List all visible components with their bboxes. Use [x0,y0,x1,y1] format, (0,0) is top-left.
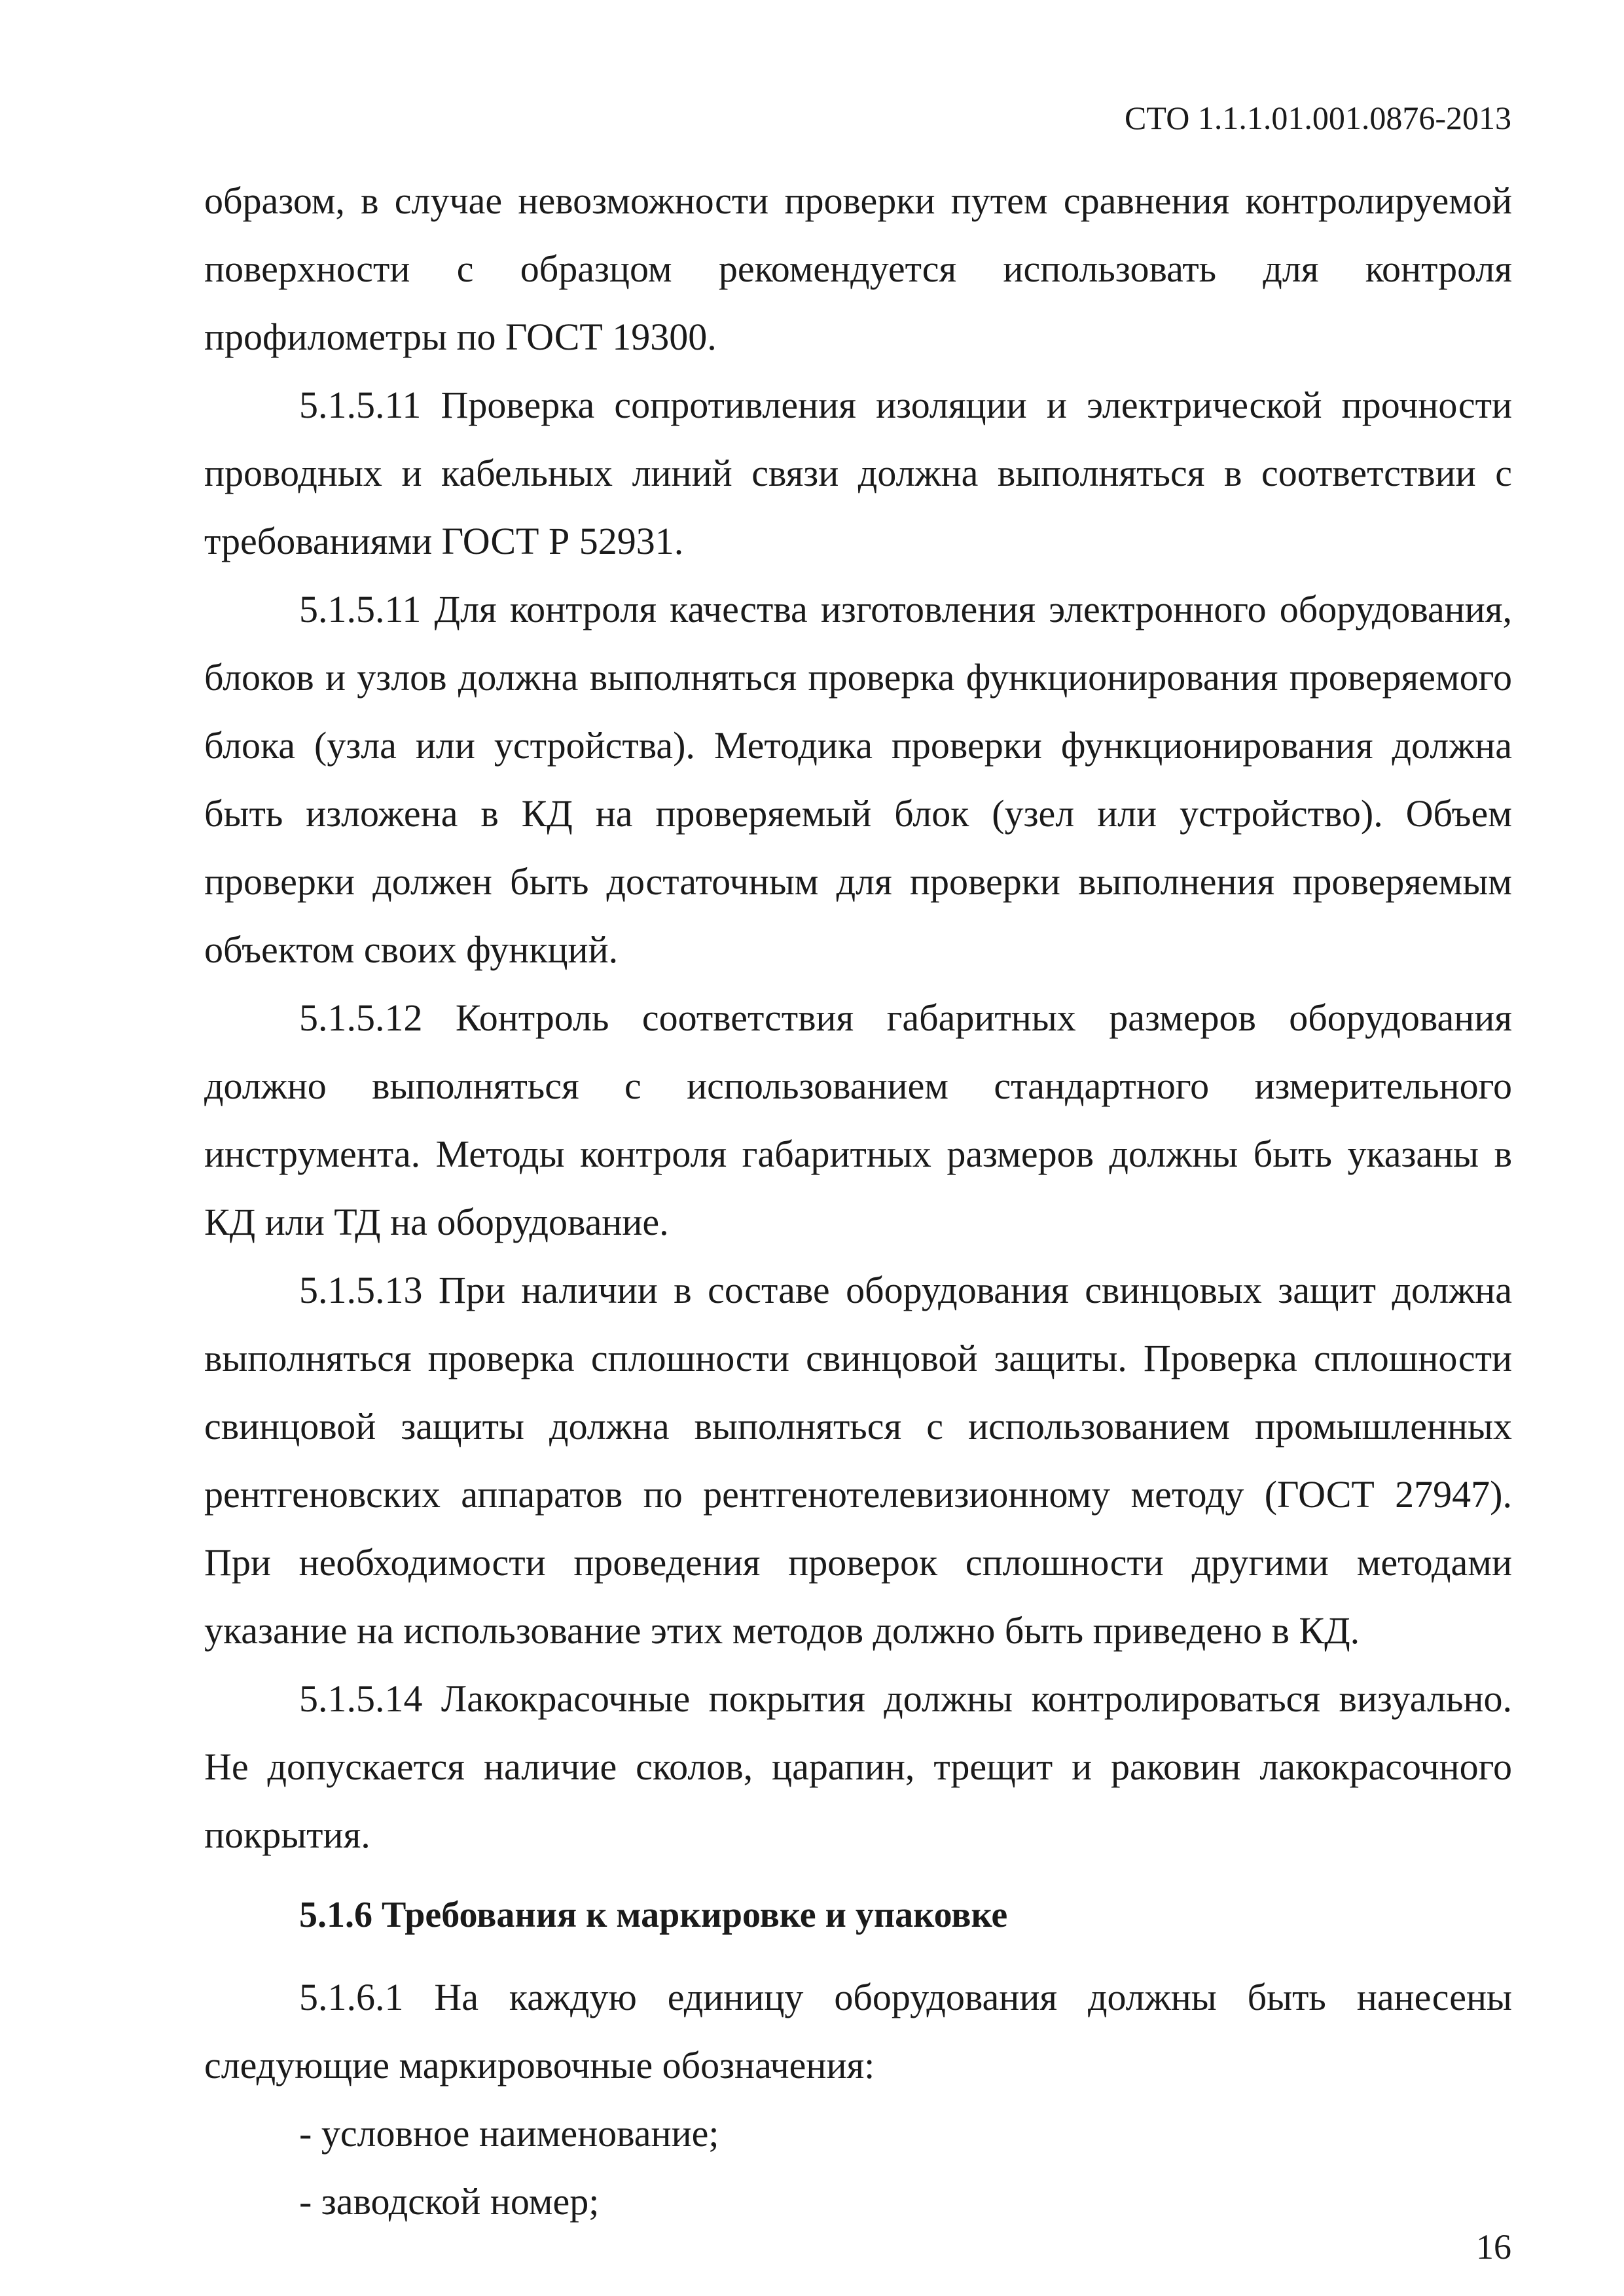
paragraph-5-1-5-13: 5.1.5.13 При наличии в составе оборудования свинцовых защит должна выполняться проверка сплошности свинцовой защиты. Проверка сплошности свинцовой защиты должна выполняться с использованием промышленных рентгеновских аппаратов по рентгенотелевизионному методу (ГОСТ 27947). При необходимости проведения проверок сплошности другими методами указание на использование этих методов должно быть приведено в КД. [204,1269,1512,1652]
list-item: - заводской номер; [299,2180,600,2223]
paragraph-5-1-5-11-functional-check: 5.1.5.11 Для контроля качества изготовления электронного оборудования, блоков и узлов должна выполняться проверка функционирования проверяемого блока (узла или устройства). Методика проверки функционирования должна быть изложена в КД на проверяемый блок (узел или устройство). Объем проверки должен быть достаточным для проверки выполнения проверяемым объектом своих функций. [204,588,1512,971]
paragraph-5-1-5-11-insulation: 5.1.5.11 Проверка сопротивления изоляции и электрической прочности проводных и кабельных линий связи должна выполняться в соответствии с требованиями ГОСТ Р 52931. [204,384,1512,562]
section-heading-5-1-6: 5.1.6 Требования к маркировке и упаковке [299,1895,1008,1935]
paragraph-5-1-5-12: 5.1.5.12 Контроль соответствия габаритных размеров оборудования должно выполняться с использованием стандартного измерительного инструмента. Методы контроля габаритных размеров должны быть указаны в КД или ТД на оборудование. [204,996,1512,1243]
paragraph-continuation: образом, в случае невозможности проверки путем сравнения контролируемой поверхности с образцом рекомендуется использовать для контроля профилометры по ГОСТ 19300. [204,179,1512,358]
paragraph-5-1-6-1: 5.1.6.1 На каждую единицу оборудования должны быть нанесены следующие маркировочные обозначения: [204,1976,1512,2086]
document-code-header: СТО 1.1.1.01.001.0876-2013 [1125,100,1511,136]
paragraph-5-1-5-14: 5.1.5.14 Лакокрасочные покрытия должны контролироваться визуально. Не допускается наличие сколов, царапин, трещит и раковин лакокрасочного покрытия. [204,1677,1512,1856]
page-number: 16 [1476,2227,1511,2267]
list-item: - условное наименование; [299,2112,719,2155]
document-body [204,167,1512,2236]
